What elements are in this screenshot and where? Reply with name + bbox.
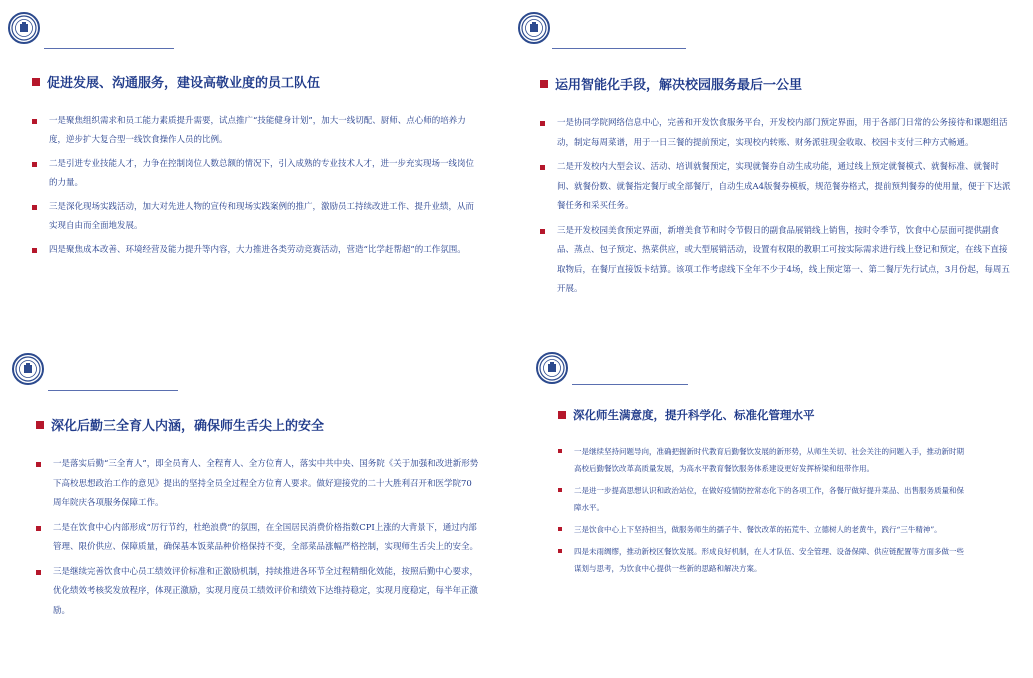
bullet-icon bbox=[32, 205, 37, 210]
bullet-icon bbox=[540, 121, 545, 126]
bullet-icon bbox=[36, 526, 41, 531]
title-bullet-icon bbox=[540, 80, 548, 88]
slide-title: 深化后勤三全育人内涵，确保师生舌尖上的安全 bbox=[36, 415, 324, 434]
header-rule bbox=[572, 384, 688, 385]
title-bullet-icon bbox=[32, 78, 40, 86]
slide-title: 运用智能化手段，解决校园服务最后一公里 bbox=[540, 74, 802, 93]
list-item: 四是聚焦成本改善、环境经营及能力提升等内容，大力推进各类劳动竞赛活动，营造“比学赶帮超”的工作氛围。 bbox=[32, 241, 482, 260]
bullet-list bbox=[32, 112, 482, 265]
list-item: 二是在饮食中心内部形成“厉行节约，杜绝浪费”的氛围，在全国居民消费价格指数CPI上涨的大背景下，通过内部管理、限价供应、保障质量，确保基本饭菜品种价格保持不变，全部菜品涨幅严格控制，实现师生舌尖上的安全。 bbox=[36, 519, 480, 558]
list-item: 一是落实后勤“三全育人”，即全员育人、全程育人、全方位育人，落实中共中央、国务院《关于加强和改进新形势下高校思想政治工作的意见》提出的坚持全员全过程全方位育人要求。做好迎接党的二十大胜利召开和医学院70周年院庆各项服务保障工作。 bbox=[36, 455, 480, 514]
list-item: 一是协同学院网络信息中心，完善和开发饮食服务平台，开发校内部门预定界面，用于各部门日常的公务接待和课题组活动，制定每周菜谱，用于一日三餐的提前预定，实现校内转账、财务派驻现金收取、校园卡支付三种方式畅通。 bbox=[540, 114, 1012, 153]
list-item: 二是引进专业技能人才，力争在控制岗位人数总额的情况下，引入成熟的专业技术人才，进一步充实现场一线岗位的力量。 bbox=[32, 155, 482, 193]
list-item: 三是深化现场实践活动，加大对先进人物的宣传和现场实践案例的推广，激励员工持续改进工作、提升业绩，从而实现自由而全面地发展。 bbox=[32, 198, 482, 236]
list-item: 三是继续完善饮食中心员工绩效评价标准和正激励机制，持续推进各环节全过程精细化效能，按照后勤中心要求，优化绩效考核奖发放程序，体现正激励，实现月度员工绩效评价和绩效下达维持稳定，实现月度稳定，每半年正激励。 bbox=[36, 563, 480, 622]
university-seal-icon bbox=[12, 353, 44, 385]
slide-title: 促进发展、沟通服务，建设高敬业度的员工队伍 bbox=[32, 72, 320, 91]
bullet-list bbox=[36, 455, 480, 626]
header-rule bbox=[44, 48, 174, 49]
bullet-list bbox=[540, 114, 1012, 305]
bullet-icon bbox=[32, 119, 37, 124]
slide-staff-development bbox=[0, 0, 516, 339]
bullet-icon bbox=[558, 488, 562, 492]
header-rule bbox=[48, 390, 178, 391]
list-item: 四是未雨绸缪，推动新校区餐饮发展。形成良好机制，在人才队伍、安全管理、设备保障、供应链配置等方面多做一些谋划与思考，为饮食中心提供一些新的思路和解决方案。 bbox=[558, 543, 966, 577]
bullet-icon bbox=[36, 570, 41, 575]
title-bullet-icon bbox=[558, 411, 566, 419]
university-seal-icon bbox=[536, 352, 568, 384]
slide-smart-campus-service bbox=[516, 0, 1032, 339]
header-rule bbox=[552, 48, 686, 49]
list-item: 三是开发校园美食预定界面，新增美食节和时令节假日的副食品展销线上销售，按时令季节，饮食中心层面可提供副食品、蒸点、包子预定、热菜供应，或大型展销活动，设置有权限的教职工可按实际需求进行线上登记和预定，在线下直接取物后，在餐厅直接饭卡结算。该项工作考虑线下全年不少于4场，线上预定第一、第二餐厅先行试点，3月份起，每周五开展。 bbox=[540, 222, 1012, 300]
list-item: 三是饮食中心上下坚持担当，做服务师生的孺子牛、餐饮改革的拓荒牛、立德树人的老黄牛，践行“三牛精神”。 bbox=[558, 521, 966, 538]
title-bullet-icon bbox=[36, 421, 44, 429]
bullet-icon bbox=[558, 449, 562, 453]
bullet-icon bbox=[558, 549, 562, 553]
list-item: 二是进一步提高思想认识和政治站位，在做好疫情防控常态化下的各项工作，各餐厅做好提升菜品、出售服务质量和保障水平。 bbox=[558, 482, 966, 516]
slide-food-safety bbox=[0, 339, 516, 678]
slide-satisfaction-management bbox=[516, 339, 1032, 678]
list-item: 一是继续坚持问题导向，准确把握新时代教育后勤餐饮发展的新形势，从师生关切、社会关注的问题入手，推动新时期高校后勤餐饮改革高质量发展，为高水平教育餐饮服务体系建设更好发挥桥梁和纽带作用。 bbox=[558, 443, 966, 477]
bullet-list bbox=[558, 443, 966, 582]
university-seal-icon bbox=[8, 12, 40, 44]
list-item: 二是开发校内大型会议、活动、培训就餐预定，实现就餐券自动生成功能，通过线上预定就餐模式、就餐标准、就餐时间、就餐份数、就餐指定餐厅或全部餐厅，自动生成A4版餐券模板，规范餐券格式，提前预判餐券的使用量，便于下达派餐任务和采买任务。 bbox=[540, 158, 1012, 217]
bullet-icon bbox=[540, 165, 545, 170]
slide-title: 深化师生满意度，提升科学化、标准化管理水平 bbox=[558, 407, 815, 423]
bullet-icon bbox=[32, 248, 37, 253]
bullet-icon bbox=[540, 229, 545, 234]
bullet-icon bbox=[36, 462, 41, 467]
list-item: 一是聚焦组织需求和员工能力素质提升需要，试点推广“技能健身计划”，加大一线切配、厨师、点心师的培养力度，逆步扩大复合型一线饮食操作人员的比例。 bbox=[32, 112, 482, 150]
university-seal-icon bbox=[518, 12, 550, 44]
bullet-icon bbox=[558, 527, 562, 531]
bullet-icon bbox=[32, 162, 37, 167]
